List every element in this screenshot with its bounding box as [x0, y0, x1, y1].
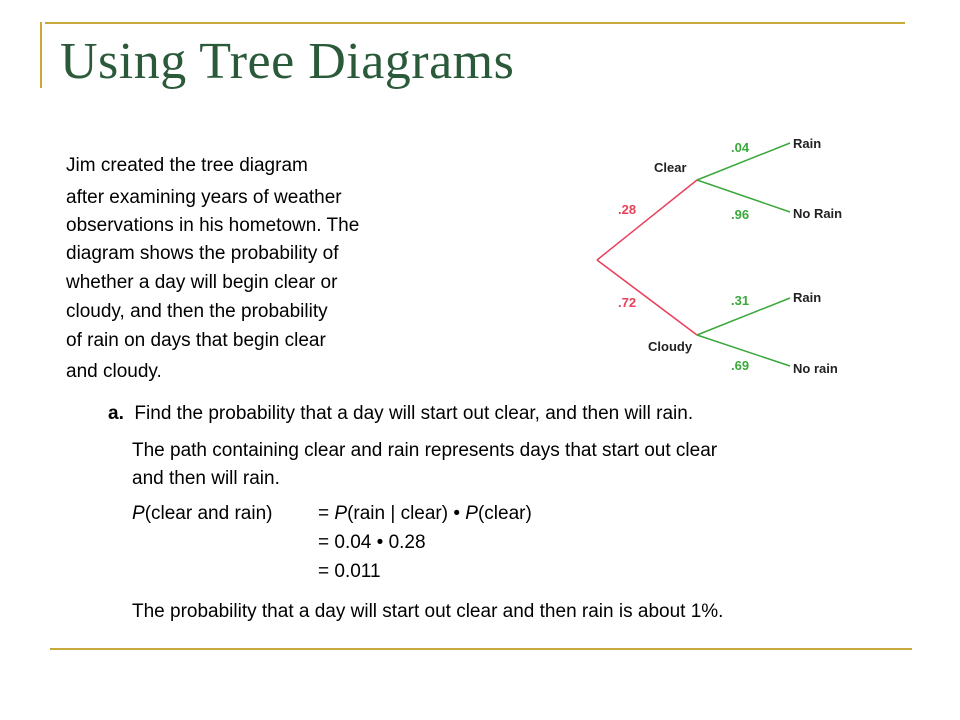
calc-eq: =: [318, 503, 335, 524]
calc-p: P: [334, 503, 348, 524]
outcome-cloudy-rain: Rain: [793, 290, 822, 305]
explanation-line: and then will rain.: [132, 468, 280, 489]
prob-cloudy-no-rain: .69: [731, 358, 750, 373]
prob-clear-no-rain: .96: [731, 207, 750, 222]
outcome-clear-no-rain: No Rain: [793, 206, 843, 221]
calc-arg: (rain | clear) •: [347, 503, 466, 524]
calc-arg: (clear): [477, 503, 532, 524]
calc-line-3: = 0.011: [318, 561, 381, 582]
outcome-cloudy-no-rain: No rain: [793, 361, 838, 376]
question-text: Find the probability that a day will start out clear, and then will rain.: [134, 403, 694, 424]
node-cloudy: Cloudy: [648, 339, 693, 354]
intro-line: of rain on days that begin clear: [66, 330, 326, 351]
calc-p: P: [465, 503, 478, 524]
prob-cloudy-rain: .31: [731, 293, 750, 308]
outcome-clear-rain: Rain: [793, 136, 822, 151]
bottom-rule: [50, 648, 912, 650]
left-rule: [40, 22, 42, 88]
branch-line-cloudy: [597, 260, 697, 335]
conclusion: The probability that a day will start out clear and then rain is about 1%.: [132, 601, 724, 622]
intro-line: Jim created the tree diagram: [66, 155, 308, 176]
intro-line: whether a day will begin clear or: [66, 272, 338, 293]
question-a: [108, 403, 693, 425]
calc-line-1: [318, 503, 532, 525]
prob-clear: .28: [618, 202, 637, 217]
top-rule: [45, 22, 905, 24]
explanation-line: The path containing clear and rain represents days that start out clear: [132, 440, 718, 461]
intro-line: observations in his hometown. The: [66, 215, 360, 236]
intro-line: and cloudy.: [66, 361, 162, 382]
calc-line-2: = 0.04 • 0.28: [318, 532, 426, 553]
intro-line: diagram shows the probability of: [66, 243, 339, 264]
node-clear: Clear: [654, 160, 687, 175]
intro-line: after examining years of weather: [66, 187, 342, 208]
calc-lhs-p: P: [132, 503, 145, 524]
question-marker: a.: [108, 403, 124, 424]
branch-line-clear: [597, 180, 697, 260]
calc-lhs-arg: (clear and rain): [144, 503, 273, 524]
prob-clear-rain: .04: [731, 140, 750, 155]
intro-line: cloudy, and then the probability: [66, 301, 328, 322]
tree-diagram: [580, 120, 880, 385]
prob-cloudy: .72: [618, 295, 637, 310]
slide-title: Using Tree Diagrams: [60, 33, 515, 90]
calc-lhs: [132, 503, 272, 525]
